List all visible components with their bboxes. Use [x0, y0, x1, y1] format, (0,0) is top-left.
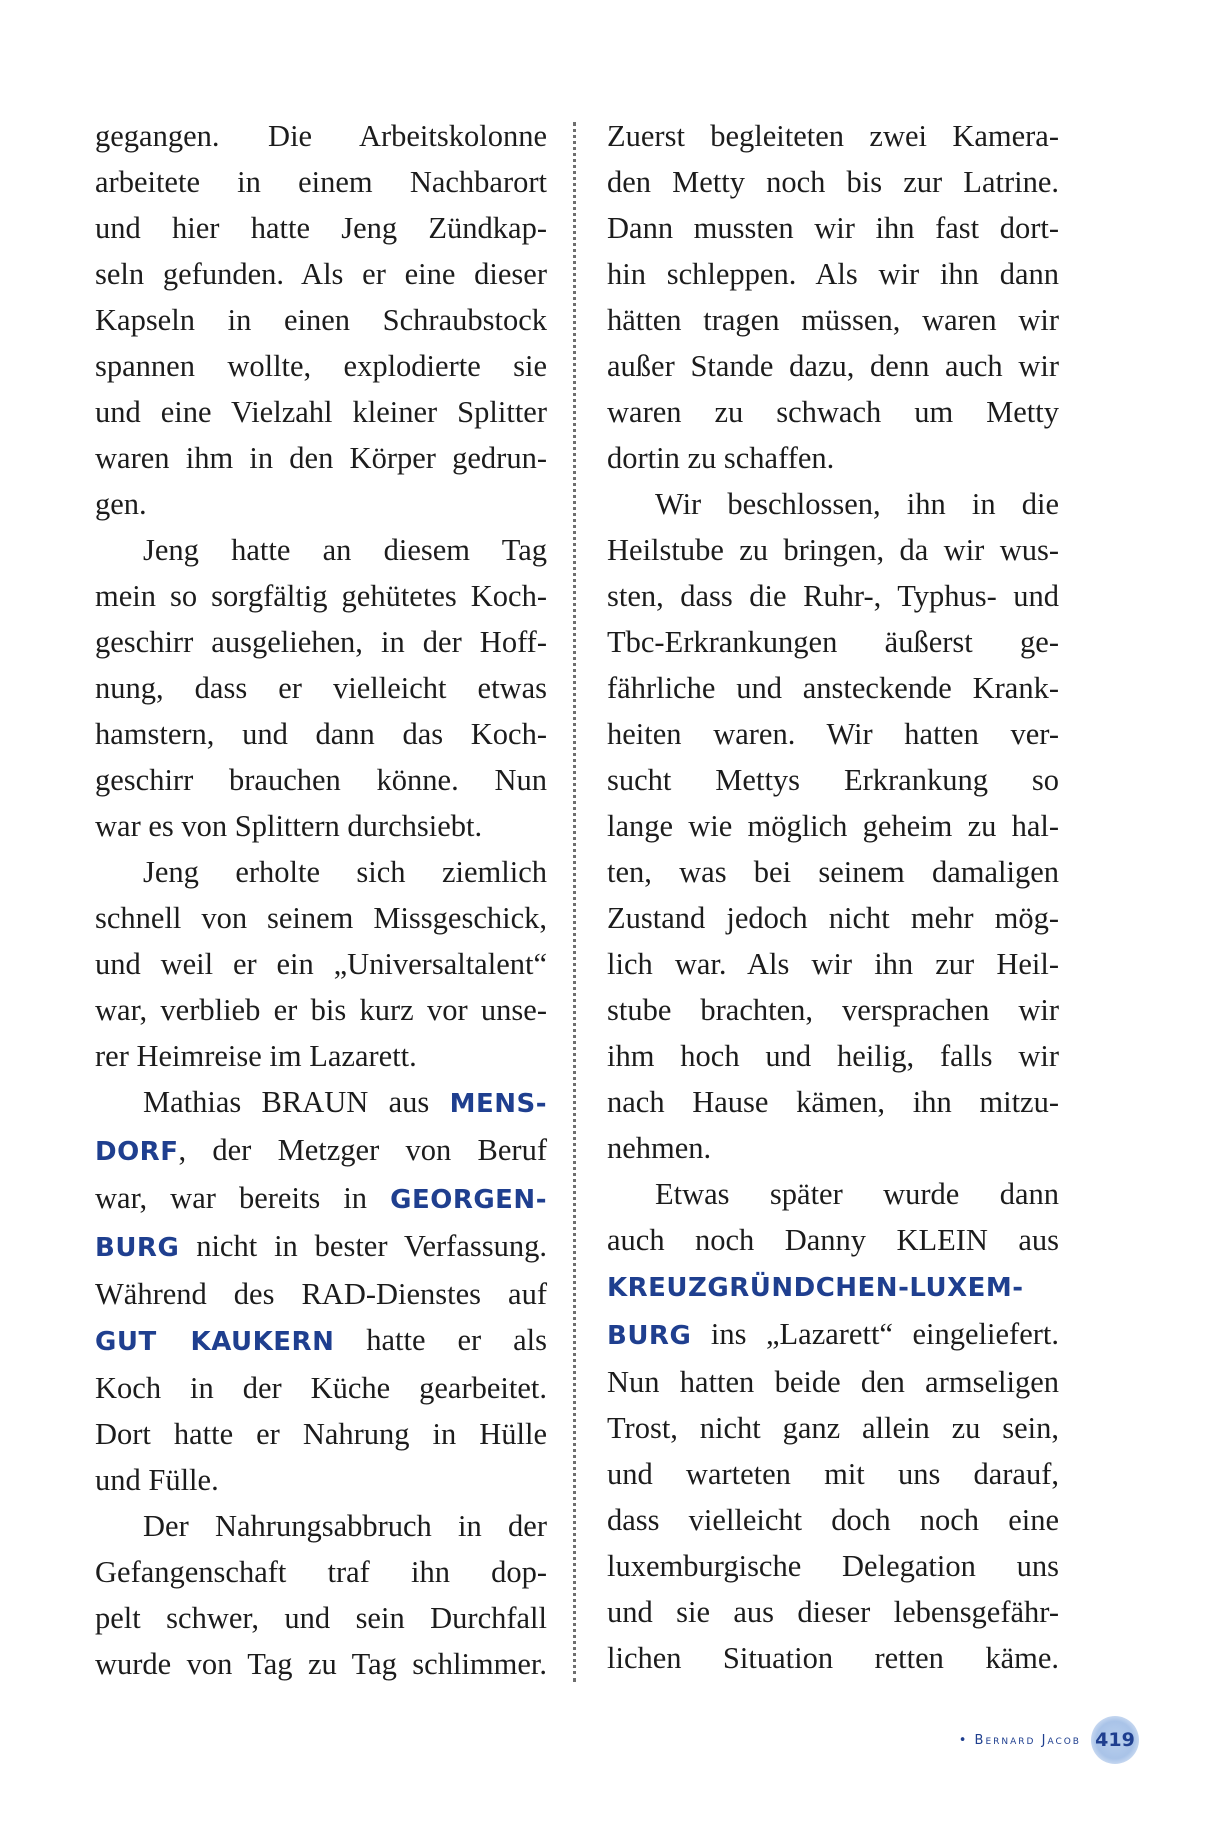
text-line: nehmen.: [607, 1131, 712, 1165]
text-line: [607, 1311, 1059, 1359]
left-column: [95, 113, 547, 1687]
text-line: und weil er ein „Universaltalent“: [95, 947, 547, 981]
text-line: fährliche und ansteckende Krank-: [607, 671, 1059, 705]
text-line: Zuerst begleiteten zwei Kamera-: [607, 119, 1059, 153]
text-line: ten, was bei seinem damaligen: [607, 855, 1059, 889]
text-line: waren zu schwach um Metty: [607, 395, 1059, 429]
text-line: hätten tragen müssen, waren wir: [607, 303, 1059, 337]
text-segment: hatte er als: [334, 1323, 547, 1357]
paragraph: [95, 113, 547, 527]
paragraph: [95, 1503, 547, 1687]
paragraph: [95, 849, 547, 1079]
text-line: wurde von Tag zu Tag schlimmer.: [95, 1647, 547, 1681]
paragraph: [95, 1079, 547, 1503]
text-line: nung, dass er vielleicht etwas: [95, 671, 547, 705]
text-line: sten, dass die Ruhr-, Typhus- und: [607, 579, 1059, 613]
text-line: [95, 1127, 547, 1175]
text-line: rer Heimreise im Lazarett.: [95, 1039, 417, 1073]
text-line: außer Stande dazu, denn auch wir: [607, 349, 1059, 383]
text-line: [95, 1365, 547, 1411]
text-line: dortin zu schaffen.: [607, 441, 835, 475]
text-line: und hier hatte Jeng Zündkap-: [95, 211, 547, 245]
text-segment: Während des RAD-Dienstes auf: [95, 1277, 547, 1311]
text-line: lich war. Als wir ihn zur Heil-: [607, 947, 1059, 981]
text-line: ihm hoch und heilig, falls wir: [607, 1039, 1059, 1073]
place-name: GUT KAUKERN: [95, 1327, 335, 1357]
text-segment: lichen Situation retten käme.: [607, 1641, 1059, 1675]
text-line: geschirr ausgeliehen, in der Hoff-: [95, 625, 547, 659]
page-number-badge: [1091, 1716, 1139, 1764]
text-line: war, verblieb er bis kurz vor unse-: [95, 993, 547, 1027]
text-line: [95, 1175, 547, 1223]
text-line: nach Hause kämen, ihn mitzu-: [607, 1085, 1059, 1119]
text-line: lange wie möglich geheim zu hal-: [607, 809, 1059, 843]
text-line: Jeng hatte an diesem Tag: [143, 533, 547, 567]
text-line: Kapseln in einen Schraubstock: [95, 303, 547, 337]
text-line: heiten waren. Wir hatten ver-: [607, 717, 1059, 751]
text-line: [95, 1079, 547, 1127]
text-segment: auch noch Danny KLEIN aus: [607, 1223, 1059, 1257]
text-line: seln gefunden. Als er eine dieser: [95, 257, 547, 291]
text-line: [607, 1451, 1059, 1497]
text-line: stube brachten, versprachen wir: [607, 993, 1059, 1027]
text-segment: und warteten mit uns darauf,: [607, 1457, 1059, 1491]
page-number: 419: [1095, 1729, 1135, 1751]
text-segment: und sie aus dieser lebensgefähr-: [607, 1595, 1059, 1629]
text-line: [607, 1263, 1059, 1311]
text-line: und eine Vielzahl kleiner Splitter: [95, 395, 547, 429]
text-line: Der Nahrungsabbruch in der: [143, 1509, 547, 1543]
text-line: [95, 1457, 547, 1503]
text-line: [607, 1543, 1059, 1589]
text-line: [95, 1411, 547, 1457]
text-line: hamstern, und dann das Koch-: [95, 717, 547, 751]
text-line: Jeng erholte sich ziemlich: [143, 855, 547, 889]
text-line: sucht Mettys Erkrankung so: [607, 763, 1059, 797]
text-segment: luxemburgische Delegation uns: [607, 1549, 1059, 1583]
text-line: waren ihm in den Körper gedrun-: [95, 441, 547, 475]
text-line: [607, 1359, 1059, 1405]
text-line: [607, 1217, 1059, 1263]
place-name: DORF: [95, 1137, 179, 1167]
footer-bullet: •: [958, 1732, 969, 1748]
text-line: Zustand jedoch nicht mehr mög-: [607, 901, 1059, 935]
text-segment: Nun hatten beide den armseligen: [607, 1365, 1059, 1399]
column-divider: [573, 122, 576, 1682]
text-segment: Etwas später wurde dann: [655, 1177, 1059, 1211]
text-segment: nicht in bester Verfassung.: [179, 1229, 547, 1263]
text-segment: und Fülle.: [95, 1463, 219, 1497]
text-line: mein so sorgfältig gehütetes Koch-: [95, 579, 547, 613]
page-footer: [959, 1716, 1139, 1764]
text-line: [607, 1405, 1059, 1451]
text-segment: Trost, nicht ganz allein zu sein,: [607, 1411, 1059, 1445]
text-segment: , der Metzger von Beruf: [178, 1133, 547, 1167]
text-segment: ins „Lazarett“ eingeliefert.: [691, 1317, 1059, 1351]
text-line: spannen wollte, explodierte sie: [95, 349, 547, 383]
place-name: BURG: [607, 1321, 692, 1351]
text-line: geschirr brauchen könne. Nun: [95, 763, 547, 797]
text-line: [95, 1317, 547, 1365]
text-line: gen.: [95, 487, 147, 521]
text-line: Gefangenschaft traf ihn dop-: [95, 1555, 547, 1589]
text-line: arbeitete in einem Nachbarort: [95, 165, 547, 199]
place-name: BURG: [95, 1233, 180, 1263]
text-line: [95, 1271, 547, 1317]
text-line: war es von Splittern durchsiebt.: [95, 809, 483, 843]
text-segment: Koch in der Küche gearbeitet.: [95, 1371, 547, 1405]
text-line: Dann mussten wir ihn fast dort-: [607, 211, 1059, 245]
place-name: GEORGEN-: [390, 1185, 547, 1215]
text-line: Wir beschlossen, ihn in die: [655, 487, 1059, 521]
text-line: Heilstube zu bringen, da wir wus-: [607, 533, 1059, 567]
paragraph: [607, 481, 1059, 1171]
text-segment: Mathias BRAUN aus: [143, 1085, 450, 1119]
place-name: MENS-: [449, 1089, 547, 1119]
place-name: KREUZGRÜNDCHEN-LUXEM-: [607, 1273, 1024, 1303]
text-line: [607, 1497, 1059, 1543]
paragraph: [95, 527, 547, 849]
text-line: [607, 1589, 1059, 1635]
text-line: [95, 1223, 547, 1271]
text-line: hin schleppen. Als wir ihn dann: [607, 257, 1059, 291]
right-column: [607, 113, 1059, 1681]
text-line: Tbc-Erkrankungen äußerst ge-: [607, 625, 1059, 659]
text-line: [607, 1171, 1059, 1217]
text-segment: Dort hatte er Nahrung in Hülle: [95, 1417, 547, 1451]
footer-author-name: Bernard Jacob: [974, 1732, 1081, 1748]
paragraph: [607, 113, 1059, 481]
paragraph: [607, 1171, 1059, 1681]
text-segment: dass vielleicht doch noch eine: [607, 1503, 1059, 1537]
footer-author: [959, 1733, 1081, 1748]
text-line: den Metty noch bis zur Latrine.: [607, 165, 1059, 199]
text-line: [607, 1635, 1059, 1681]
text-line: gegangen. Die Arbeitskolonne: [95, 119, 547, 153]
text-line: schnell von seinem Missgeschick,: [95, 901, 547, 935]
text-line: pelt schwer, und sein Durchfall: [95, 1601, 547, 1635]
text-segment: war, war bereits in: [95, 1181, 391, 1215]
